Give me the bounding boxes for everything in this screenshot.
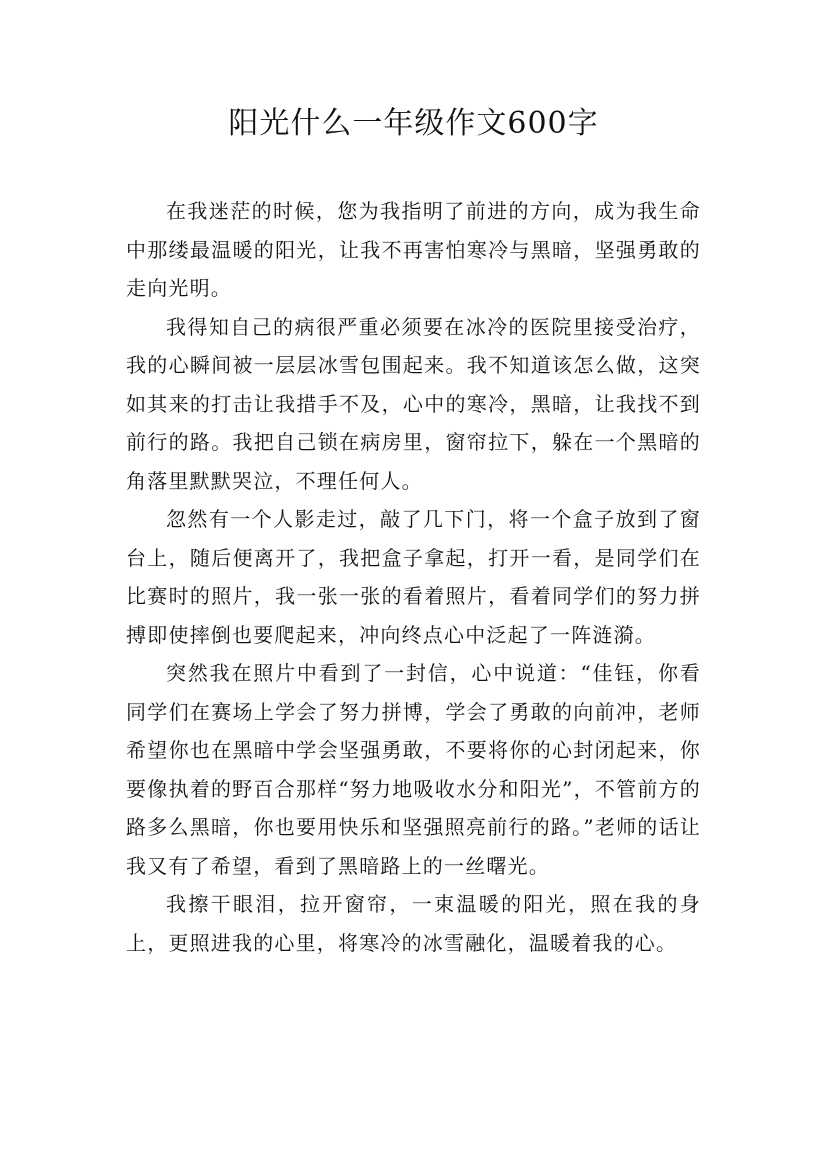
document-title: 阳光什么一年级作文600字 — [228, 106, 599, 141]
paragraph-3: 忽然有一个人影走过，敲了几下门，将一个盒子放到了窗台上，随后便离开了，我把盒子拿起，打开一看，是同学们在比赛时的照片，我一张一张的看着照片，看着同学们的努力拼搏即使摔倒也要爬起来，冲向终点心中泛起了一阵涟漪。 — [126, 507, 701, 647]
paragraph-2: 我得知自己的病很严重必须要在冰冷的医院里接受治疗，我的心瞬间被一层层冰雪包围起来。我不知道该怎么做，这突如其来的打击让我措手不及，心中的寒冷，黑暗，让我找不到前行的路。我把自己锁在病房里，窗帘拉下，躲在一个黑暗的角落里默默哭泣，不理任何人。 — [126, 314, 701, 493]
paragraph-1: 在我迷茫的时候，您为我指明了前进的方向，成为我生命中那缕最温暖的阳光，让我不再害怕寒冷与黑暗，坚强勇敢的走向光明。 — [126, 199, 701, 300]
paragraph-4: 突然我在照片中看到了一封信，心中说道：“佳钰，你看同学们在赛场上学会了努力拼博，学会了勇敢的向前冲，老师希望你也在黑暗中学会坚强勇敢，不要将你的心封闭起来，你要像执着的野百合那样“努力地吸收水分和阳光”，不管前方的路多么黑暗，你也要用快乐和坚强照亮前行的路。”老师的话让我又有了希望，看到了黑暗路上的一丝曙光。 — [126, 661, 701, 878]
essay-body — [126, 192, 701, 962]
paragraph-5: 我擦干眼泪，拉开窗帘，一束温暖的阳光，照在我的身上，更照进我的心里，将寒冷的冰雪融化，温暖着我的心。 — [126, 892, 701, 955]
